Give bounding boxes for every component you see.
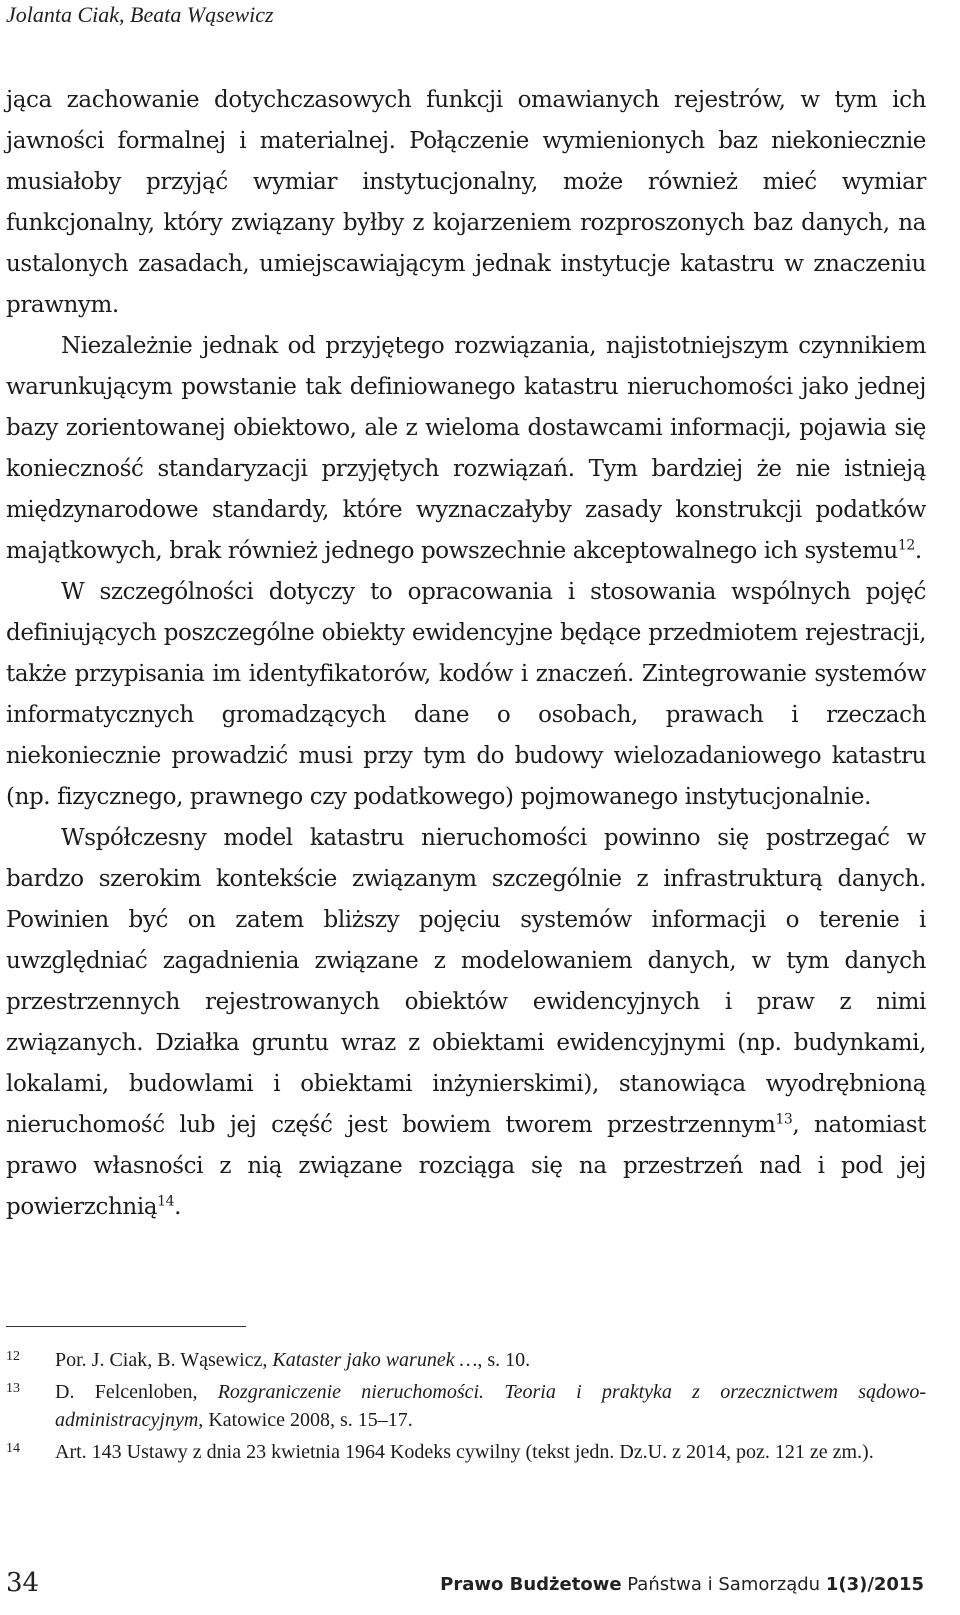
paragraph-4-text-b: , natomiast prawo własności z nią związane rozciąga się na przestrzeń nad i pod jej powierzchnią bbox=[6, 1112, 926, 1220]
paragraph-3: W szczególności dotyczy to opracowania i stosowania wspólnych pojęć definiujących poszczególne obiekty ewidencyjne będące przedmiotem rejestracji, także przypisania im identyfikatorów, kodów i znaczeń. Zintegrowanie systemów informatycznych gromadzących dane o osobach, prawach i rzeczach niekoniecznie prowadzić musi przy tym do budowy wielozadaniowego katastru (np. fizycznego, prawnego czy podatkowego) pojmowanego instytucjonalnie. bbox=[6, 579, 926, 810]
journal-name-light: Państwa i Samorządu bbox=[621, 1574, 826, 1595]
footnote-text: Art. 143 Ustawy z dnia 23 kwietnia 1964 Kodeks cywilny (tekst jedn. Dz.U. z 2014, poz. 121 ze zm.). bbox=[55, 1441, 874, 1463]
paragraph-1: jąca zachowanie dotychczasowych funkcji omawianych rejestrów, w tym ich jawności formalnej i materialnej. Połączenie wymienionych baz niekoniecznie musiałoby przyjąć wymiar instytucjonalny, może również mieć wymiar funkcjonalny, który związany byłby z kojarzeniem rozproszonych baz danych, na ustalonych zasadach, umiejscawiającym jednak instytucje katastru w znaczeniu prawnym. bbox=[6, 87, 926, 318]
footnote-number: 13 bbox=[6, 1381, 20, 1396]
paragraph-2-text: Niezależnie jednak od przyjętego rozwiązania, najistotniejszym czynnikiem warunkującym powstanie tak definiowanego katastru nieruchomości jako jednej bazy zorientowanej obiektowo, ale z wieloma dostawcami informacji, pojawia się konieczność standaryzacji przyjętych rozwiązań. Tym bardziej że nie istnieją międzynarodowe standardy, które wyznaczałyby zasady konstrukcji podatków majątkowych, brak również jednego powszechnie akceptowalnego ich systemu bbox=[6, 333, 926, 564]
footnote-ref-13[interactable]: 13 bbox=[775, 1111, 793, 1128]
footnote-number: 14 bbox=[6, 1441, 20, 1456]
journal-name-bold: Prawo Budżetowe bbox=[440, 1574, 622, 1595]
paragraph-2-end: . bbox=[914, 538, 922, 564]
journal-title bbox=[440, 1574, 924, 1595]
paragraph-4-text-a: Współczesny model katastru nieruchomości powinno się postrzegać w bardzo szerokim kontekście związanym szczególnie z infrastrukturą danych. Powinien być on zatem bliższy pojęciu systemów informacji o terenie i uwzględniać zagadnienia związane z modelowaniem danych, w tym danych przestrzennych rejestrowanych obiektów ewidencyjnych i praw z nimi związanych. Działka gruntu wraz z obiektami ewidencyjnymi (np. budynkami, lokalami, budowlami i obiektami inżynierskimi), stanowiąca wyodrębnioną nieruchomość lub jej część jest bowiem tworem przestrzennym bbox=[6, 825, 926, 1138]
paragraph-4-end: . bbox=[174, 1194, 182, 1220]
footnote-13 bbox=[6, 1378, 926, 1434]
footnote-text-end: Katowice 2008, s. 15–17. bbox=[203, 1409, 413, 1431]
footnote-text: D. Felcenloben, bbox=[55, 1381, 218, 1403]
paragraph-2 bbox=[6, 326, 926, 572]
page-number: 34 bbox=[6, 1568, 40, 1598]
footnote-text: Por. J. Ciak, B. Wąsewicz, bbox=[55, 1349, 273, 1371]
footnote-separator bbox=[6, 1326, 246, 1327]
footnote-ref-14[interactable]: 14 bbox=[157, 1193, 175, 1210]
footnote-title: Rozgraniczenie nieruchomości. Teoria i praktyka z orzecznictwem sądowo-administracyjnym, bbox=[55, 1381, 926, 1431]
running-head-authors: Jolanta Ciak, Beata Wąsewicz bbox=[6, 2, 274, 27]
footnote-title: Kataster jako warunek … bbox=[272, 1349, 478, 1371]
paragraph-4 bbox=[6, 818, 926, 1228]
footnotes bbox=[6, 1346, 926, 1470]
footnote-14 bbox=[6, 1438, 926, 1466]
journal-issue: 1(3)/2015 bbox=[825, 1574, 924, 1595]
footnote-12 bbox=[6, 1346, 926, 1374]
body-text bbox=[6, 80, 926, 1228]
footnote-text-end: , s. 10. bbox=[477, 1349, 531, 1371]
footnote-ref-12[interactable]: 12 bbox=[897, 537, 915, 554]
footnote-number: 12 bbox=[6, 1349, 20, 1364]
